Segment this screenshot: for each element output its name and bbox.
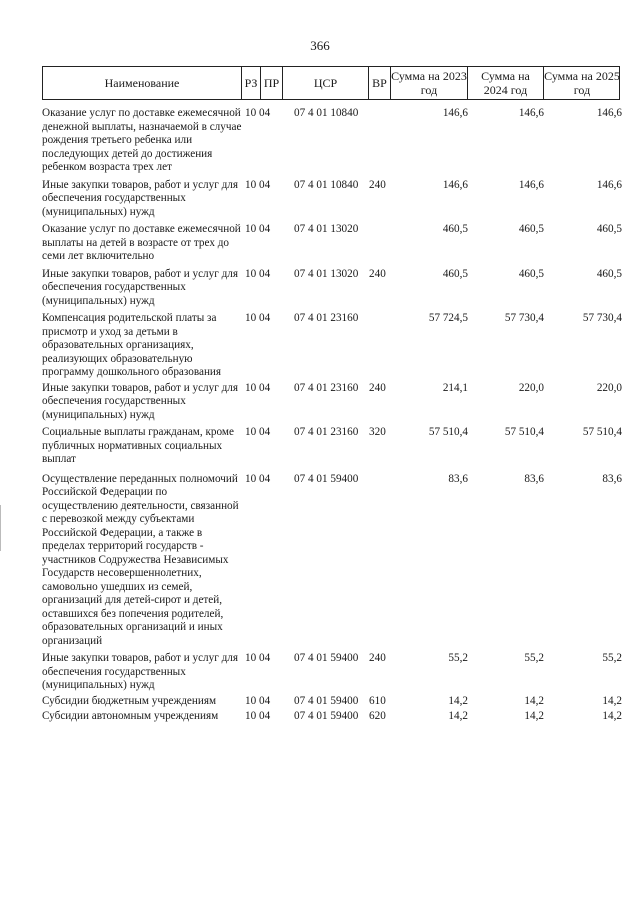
row-name: Иные закупки товаров, работ и услуг для обеспечения государственных (муниципальных) нужд [42,652,239,691]
table-body [42,107,622,724]
row-sum-2025: 57 730,4 [582,312,622,324]
row-sum-2024: 220,0 [518,381,544,394]
row-name: Иные закупки товаров, работ и услуг для обеспечения государственных (муниципальных) нужд [42,178,239,218]
row-sum-2024: 146,6 [518,107,544,119]
table-row [42,107,622,175]
header-rz: РЗ [242,67,261,99]
table-row [42,473,622,649]
row-sum-2023: 460,5 [442,267,468,280]
row-sum-2024: 14,2 [524,694,544,707]
row-sum-2024: 460,5 [518,223,544,235]
row-csr: 07 4 01 13020 [294,223,359,235]
row-name: Субсидии бюджетным учреждениям [42,694,217,707]
header-name: Наименование [43,67,242,99]
row-sum-2023: 14,2 [448,710,468,722]
row-vr: 240 [369,652,386,664]
row-vr: 320 [369,426,386,438]
row-sum-2023: 460,5 [442,223,468,235]
row-csr: 07 4 01 59400 [294,472,359,485]
row-rz-pr: 10 04 [245,694,271,707]
row-vr: 240 [369,267,386,280]
row-rz-pr: 10 04 [245,710,271,722]
row-sum-2025: 14,2 [602,710,622,722]
row-sum-2023: 146,6 [442,107,468,119]
row-name: Оказание услуг по доставке ежемесячной денежной выплаты, назначаемой в случае рождения третьего ребенка или последующих детей до достижения ребенком возраста трех лет [42,107,242,173]
row-sum-2024: 57 730,4 [504,312,544,324]
row-csr: 07 4 01 10840 [294,107,359,119]
header-sum-2024: Сумма на 2024 год [468,67,544,99]
row-csr: 07 4 01 23160 [294,312,359,324]
table-row [42,268,622,309]
row-sum-2023: 214,1 [442,381,468,394]
row-sum-2024: 83,6 [524,472,544,485]
margin-mark [0,505,1,551]
row-csr: 07 4 01 59400 [294,652,359,664]
table-row [42,710,622,724]
row-sum-2023: 14,2 [448,694,468,707]
row-csr: 07 4 01 23160 [294,426,359,438]
table-header [42,66,620,100]
row-vr: 610 [369,694,386,707]
row-csr: 07 4 01 23160 [294,381,359,394]
table-row [42,426,622,467]
row-csr: 07 4 01 10840 [294,178,359,191]
page-number: 366 [310,38,330,53]
row-sum-2025: 460,5 [596,267,622,280]
header-sum-2025: Сумма на 2025 год [544,69,620,97]
table-row [42,382,622,423]
row-rz-pr: 10 04 [245,652,271,664]
row-sum-2025: 146,6 [596,107,622,119]
row-rz-pr: 10 04 [245,107,271,119]
row-sum-2024: 146,6 [518,178,544,191]
row-vr: 240 [369,178,386,191]
row-rz-pr: 10 04 [245,223,271,235]
header-csr: ЦСР [283,67,369,99]
row-rz-pr: 10 04 [245,426,271,438]
row-name: Социальные выплаты гражданам, кроме публичных нормативных социальных выплат [42,426,234,465]
row-sum-2024: 57 510,4 [504,426,544,438]
row-sum-2024: 14,2 [524,710,544,722]
row-rz-pr: 10 04 [245,472,271,485]
row-rz-pr: 10 04 [245,381,271,394]
row-vr: 620 [369,710,386,722]
row-sum-2025: 57 510,4 [582,426,622,438]
row-sum-2024: 460,5 [518,267,544,280]
row-sum-2023: 146,6 [442,178,468,191]
row-sum-2025: 83,6 [602,472,622,485]
header-sum-2023: Сумма на 2023 год [391,69,467,97]
row-name: Осуществление переданных полномочий Российской Федерации по осуществлению деятельности, связанной с перевозкой между субъектами Российской Федерации, а также в пределах территорий государств - участников Содружества Независимых Государств несовершеннолетних, самовольно ушедших из семей, организаций для детей-сирот и детей, оставшихся без попечения родителей, образовательных организаций и иных организаций [42,472,239,647]
row-sum-2025: 146,6 [596,178,622,191]
row-csr: 07 4 01 59400 [294,694,359,707]
row-sum-2025: 460,5 [596,223,622,235]
row-sum-2025: 14,2 [602,694,622,707]
row-name: Иные закупки товаров, работ и услуг для обеспечения государственных (муниципальных) нужд [42,381,239,421]
row-sum-2023: 57 724,5 [428,312,468,324]
row-rz-pr: 10 04 [245,267,271,280]
row-name: Субсидии автономным учреждениям [42,710,219,722]
row-sum-2023: 57 510,4 [428,426,468,438]
row-rz-pr: 10 04 [245,178,271,191]
row-rz-pr: 10 04 [245,312,271,324]
row-sum-2023: 83,6 [448,472,468,485]
header-vr: ВР [369,67,391,99]
row-sum-2025: 55,2 [602,652,622,664]
row-name: Оказание услуг по доставке ежемесячной выплаты на детей в возрасте от трех до семи лет включительно [42,223,241,262]
row-name: Иные закупки товаров, работ и услуг для обеспечения государственных (муниципальных) нужд [42,267,239,307]
table-row [42,652,622,693]
row-vr: 240 [369,381,386,394]
row-name: Компенсация родительской платы за присмотр и уход за детьми в образовательных организациях, реализующих образовательную программу дошкольного образования [42,312,222,378]
row-csr: 07 4 01 59400 [294,710,359,722]
row-sum-2024: 55,2 [524,652,544,664]
row-sum-2023: 55,2 [448,652,468,664]
table-row [42,312,622,380]
row-csr: 07 4 01 13020 [294,267,359,280]
table-row [42,179,622,220]
table-row [42,223,622,264]
row-sum-2025: 220,0 [596,381,622,394]
table-row [42,695,622,709]
header-pr: ПР [261,67,283,99]
